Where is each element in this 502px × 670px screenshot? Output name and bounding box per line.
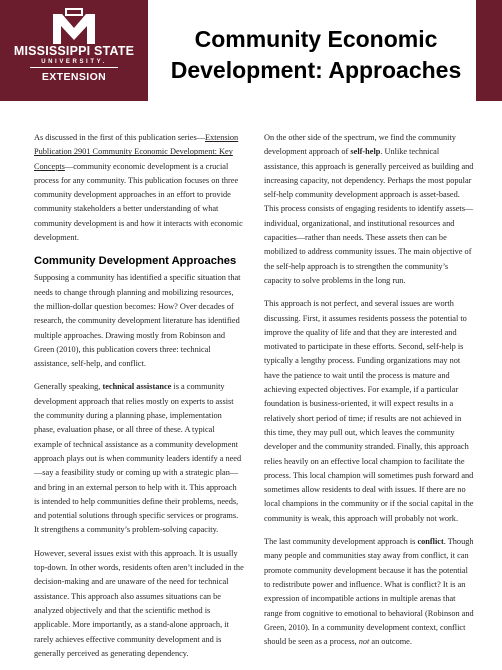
self-help-paragraph (264, 131, 474, 288)
self-help-text-end: . Unlike technical assistance, this approach is generally perceived as building and increasing capacity, not dependency. Perhaps the most popular self-help community development approach is asset-based. This process consists of engaging residents to identify assets—individual, organizational, and institutional resources and capacities—rather than needs. These assets then can be mobilized to address community issues. The main objective of the self-help approach is to strengthen the community’s capacity to solve problems in the long run. (264, 147, 474, 285)
left-column (34, 131, 244, 670)
technical-assistance-paragraph (34, 380, 244, 537)
intro-text-start: As discussed in the first of this publication series— (34, 133, 205, 142)
conflict-text-middle: . Though many people and communities stay away from conflict, it can promote community development because it has the potential to redistribute power and influence. What is conflict? It is an expression of incompatible actions in multiple arenas that range from cognitive to emotional to behavioral (Robinson and Green, 2010). In a community development context, conflict should be seen as a process, (264, 537, 474, 647)
conflict-paragraph (264, 535, 474, 649)
intro-paragraph (34, 131, 244, 245)
not-emphasis: not (358, 637, 370, 647)
issues-paragraph: However, several issues exist with this approach. It is usually top-down. In other words, residents often aren’t included in the decision-making and are unaware of the need for technical assistance. This approach also assumes situations can be analyzed objectively and that the scientific method is applicable. More importantly, as a stand-alone approach, it rarely achieves effective community development and is generally perceived as generating dependency. (34, 548, 244, 658)
extension-logo[interactable] (0, 0, 148, 101)
self-help-text-start: On the other side of the spectrum, we find the community development approach of (264, 133, 456, 157)
self-help-term: self-help (350, 147, 381, 157)
intro-text-end: —community economic development is a crucial process for any community. This publication focuses on three community development approaches in an effort to provide community stakeholders a better understanding of what community development is and how it interacts with economic development. (34, 161, 243, 243)
supposing-paragraph: Supposing a community has identified a specific situation that needs to change through planning and mobilizing resources, the million-dollar question becomes: How? Over decades of research, the community development literature has identified multiple approaches. Drawing mostly from Robinson and Green (2010), this publication covers three: technical assistance, self-help, and conflict. (34, 273, 241, 369)
msu-emblem-icon (49, 6, 99, 46)
not-perfect-paragraph: This approach is not perfect, and several issues are worth discussing. First, it assumes residents possess the potential to improve the quality of life and that they are interested and motivated to participate in these efforts. Second, self-help is typically a lengthy process. Funding organizations may not have the patience to wait until the process is mature and achieving expected objectives. For example, if a particular foundation is business-oriented, it will expect results in a relatively short period of time; if results are not achieved in this time, they may pull out, which leaves the community developer and the community stranded. Finally, this approach relies heavily on an effective local champion to facilitate the process. This local champion will sometimes push forward and sometimes allow residents to deal with issues. If there are no local champions in the community or if the social capital in the community is weak, this approach will probably not work. (264, 299, 474, 523)
logo-divider (30, 67, 118, 68)
logo-university-name: MISSISSIPPI STATE (13, 44, 135, 58)
conflict-text-end: an outcome. (369, 637, 412, 647)
conflict-term: conflict (417, 537, 444, 547)
ta-text-start: Generally speaking, (34, 382, 103, 392)
conflict-text-start: The last community development approach is (264, 537, 418, 547)
publication-2901-link[interactable]: Extension Publication 2901 Community Economic Development: Key Concepts (34, 133, 239, 171)
right-column (264, 131, 474, 658)
header-accent-bar (476, 0, 502, 101)
page-title: Community Economic Development: Approaches (170, 26, 462, 83)
section-heading: Community Development Approaches (34, 255, 237, 268)
logo-extension-label: EXTENSION (41, 71, 107, 83)
technical-assistance-term: technical assistance (102, 382, 172, 392)
logo-university-label: UNIVERSITY. (41, 59, 107, 65)
ta-text-end: is a community development approach that relies mostly on experts to assist the community during a planning phase, implementation phase, evaluation phase, or all three of these. A typical example of technical assistance as a community development approach plays out is when community leaders identify a need—say a feasibility study or coming up with a strategic plan—and bring in an external person to help with it. This approach is intended to help communities define their problems, needs, and potential solutions through specific services or programs. It strengthens a community’s problem-solving capacity. (34, 382, 242, 535)
